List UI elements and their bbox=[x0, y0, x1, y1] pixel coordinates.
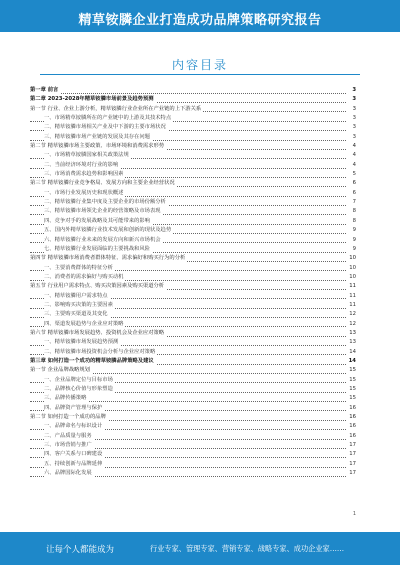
toc-entry[interactable] bbox=[30, 133, 356, 142]
toc-entry[interactable] bbox=[30, 460, 356, 469]
toc-entry[interactable] bbox=[30, 114, 356, 123]
toc-entry-text: 第一章 前言 bbox=[30, 86, 60, 95]
toc-entry-page: 16 bbox=[346, 432, 356, 441]
toc-entry[interactable] bbox=[30, 357, 356, 366]
toc-entry-text: 三、精草铵膦市场产业链的发展及其存在问题 bbox=[44, 133, 152, 142]
toc-entry-page: 16 bbox=[346, 413, 356, 422]
toc-entry-page: 17 bbox=[346, 441, 356, 450]
toc-entry-text: 一、市场行业发展历史和现状概述 bbox=[44, 189, 125, 198]
toc-entry-text: 一、主要消费群体的特征分析 bbox=[44, 264, 115, 273]
toc-entry[interactable] bbox=[30, 226, 356, 235]
toc-entry-page: 17 bbox=[346, 450, 356, 459]
toc-entry[interactable] bbox=[30, 198, 356, 207]
toc-entry-page: 12 bbox=[346, 320, 356, 329]
toc-entry-text: 一、精草铵膦用户需求特点 bbox=[44, 292, 110, 301]
toc-entry-text: 第一节 企业品牌战略规划 bbox=[30, 366, 92, 375]
toc-entry[interactable] bbox=[30, 245, 356, 254]
toc-entry[interactable] bbox=[30, 170, 356, 179]
toc-entry-page: 7 bbox=[346, 198, 356, 207]
toc-entry[interactable] bbox=[30, 264, 356, 273]
toc-entry-text: 二、当前经济环境对行业的影响 bbox=[44, 161, 120, 170]
toc-entry-text: 四、品牌资产管理与保护 bbox=[44, 404, 104, 413]
toc-entry[interactable] bbox=[30, 105, 356, 114]
toc-entry-text: 一、市场精草铵膦国家相关政策法规 bbox=[44, 151, 131, 160]
toc-entry[interactable] bbox=[30, 95, 356, 104]
toc-entry[interactable] bbox=[30, 404, 356, 413]
toc-divider bbox=[40, 74, 360, 75]
toc-entry-text: 三、市场消费需求趋势和影响因素 bbox=[44, 170, 125, 179]
toc-entry-page: 3 bbox=[346, 133, 356, 142]
toc-entry-text: 三、品牌传播策略 bbox=[44, 394, 88, 403]
toc-entry-page: 8 bbox=[346, 207, 356, 216]
toc-entry-page: 3 bbox=[346, 114, 356, 123]
toc-entry[interactable] bbox=[30, 394, 356, 403]
toc-entry[interactable] bbox=[30, 142, 356, 151]
toc-entry[interactable] bbox=[30, 366, 356, 375]
toc-entry-text: 第三节 精草铵膦行业竞争格局、发展方向和主要企业经营状况 bbox=[30, 179, 177, 188]
toc-entry-page: 10 bbox=[346, 254, 356, 263]
toc-entry-text: 五、国内外精草铵膦行业技术发展和创新的现状及趋势 bbox=[44, 226, 173, 235]
toc-entry[interactable] bbox=[30, 338, 356, 347]
toc-entry-text: 五、持续创新与品牌延伸 bbox=[44, 460, 104, 469]
toc-entry-text: 二、精草铵膦市场投资机会分析与企业应对策略 bbox=[44, 348, 157, 357]
toc-entry-text: 第六节 精草铵膦市场发展趋势、投资机会及企业应对策略 bbox=[30, 329, 166, 338]
toc-entry[interactable] bbox=[30, 376, 356, 385]
toc-entry-page: 9 bbox=[346, 236, 356, 245]
toc-entry-page: 14 bbox=[346, 357, 356, 366]
toc-leader-dots bbox=[30, 93, 346, 94]
toc-entry-text: 六、品牌国际化发展 bbox=[44, 469, 94, 478]
toc-entry-page: 3 bbox=[346, 105, 356, 114]
toc-entry-page: 3 bbox=[346, 86, 356, 95]
toc-entry-page: 5 bbox=[346, 170, 356, 179]
toc-entry-text: 第三章 如何打造一个成功的精草铵膦品牌策略及建议 bbox=[30, 357, 156, 366]
toc-entry[interactable] bbox=[30, 413, 356, 422]
toc-entry-page: 16 bbox=[346, 422, 356, 431]
footer-tagline: 行业专家、管理专家、营销专家、战略专家、成功企业家…… bbox=[150, 544, 345, 553]
toc-entry-text: 一、品牌命名与标识设计 bbox=[44, 422, 104, 431]
toc-entry-text: 一、企业品牌定位与目标市场 bbox=[44, 376, 115, 385]
toc-entry[interactable] bbox=[30, 432, 356, 441]
toc-entry[interactable] bbox=[30, 320, 356, 329]
toc-entry-page: 15 bbox=[346, 366, 356, 375]
toc-entry-page: 15 bbox=[346, 385, 356, 394]
toc-entry-text: 第一节 行业、企业上游分析，精草铵膦行业企业所在产业链的上下游关系 bbox=[30, 105, 203, 114]
toc-entry-page: 9 bbox=[346, 226, 356, 235]
toc-entry-text: 四、客户关系与口碑建设 bbox=[44, 450, 104, 459]
toc-entry-text: 三、市场营销与推广 bbox=[44, 441, 94, 450]
toc-entry-text: 二、产品质量与服务 bbox=[44, 432, 94, 441]
toc-entry-page: 11 bbox=[346, 301, 356, 310]
toc-entry[interactable] bbox=[30, 329, 356, 338]
report-title: 精草铵膦企业打造成功品牌策略研究报告 bbox=[78, 13, 322, 28]
toc-entry[interactable] bbox=[30, 292, 356, 301]
toc-entry[interactable] bbox=[30, 151, 356, 160]
toc-entry-page: 17 bbox=[346, 469, 356, 478]
toc-entry[interactable] bbox=[30, 441, 356, 450]
toc-entry-text: 二、精草铵膦行业集中度及主要企业的市场份额分析 bbox=[44, 198, 168, 207]
toc-entry[interactable] bbox=[30, 450, 356, 459]
toc-entry[interactable] bbox=[30, 310, 356, 319]
toc-entry[interactable] bbox=[30, 422, 356, 431]
toc-entry-text: 一、精草铵膦市场发展趋势预测 bbox=[44, 338, 120, 347]
toc-entry-page: 10 bbox=[346, 264, 356, 273]
toc-entry-page: 4 bbox=[346, 151, 356, 160]
toc-entry-page: 8 bbox=[346, 217, 356, 226]
toc-entry-page: 4 bbox=[346, 161, 356, 170]
toc-entry-page: 3 bbox=[346, 123, 356, 132]
toc-entry-text: 二、影响购买决策的主要因素 bbox=[44, 301, 115, 310]
toc-entry[interactable] bbox=[30, 469, 356, 478]
toc-entry-page: 16 bbox=[346, 404, 356, 413]
toc-entry-page: 10 bbox=[346, 273, 356, 282]
toc-entry-page: 13 bbox=[346, 338, 356, 347]
table-of-contents bbox=[30, 86, 356, 478]
footer-slogan: 让每个人都能成为 bbox=[46, 545, 115, 555]
toc-entry[interactable] bbox=[30, 161, 356, 170]
toc-entry-text: 第二节 精草铵膦市场主要政策、市场环境和消费需求形势 bbox=[30, 142, 166, 151]
toc-entry-page: 11 bbox=[346, 282, 356, 291]
toc-heading: 内容目录 bbox=[171, 58, 228, 72]
toc-entry-page: 6 bbox=[346, 179, 356, 188]
toc-entry-text: 第四节 精草铵膦市场消费者群体特征、需求偏好和购买行为的分析 bbox=[30, 254, 187, 263]
toc-entry-page: 11 bbox=[346, 292, 356, 301]
toc-entry-page: 17 bbox=[346, 460, 356, 469]
toc-entry-page: 13 bbox=[346, 329, 356, 338]
toc-entry[interactable] bbox=[30, 207, 356, 216]
toc-entry[interactable] bbox=[30, 217, 356, 226]
toc-entry-page: 15 bbox=[346, 376, 356, 385]
toc-entry-page: 9 bbox=[346, 245, 356, 254]
page-number: 1 bbox=[352, 511, 356, 517]
toc-entry-text: 二、消费者的需求偏好与购买动机 bbox=[44, 273, 125, 282]
toc-entry-page: 14 bbox=[346, 348, 356, 357]
toc-entry-text: 一、市场精草铵膦所在的产业链中的上游及其技术特点 bbox=[44, 114, 173, 123]
footer-bar bbox=[0, 532, 400, 565]
toc-entry-text: 第二章 2023-2028年精草铵膦市场前景及趋势预测 bbox=[30, 95, 156, 104]
toc-entry[interactable] bbox=[30, 236, 356, 245]
toc-entry[interactable] bbox=[30, 123, 356, 132]
toc-entry[interactable] bbox=[30, 86, 356, 95]
toc-entry[interactable] bbox=[30, 189, 356, 198]
toc-entry-text: 三、精草铵膦市场领先企业的经营策略及市场表现 bbox=[44, 207, 163, 216]
toc-entry[interactable] bbox=[30, 282, 356, 291]
toc-entry-page: 6 bbox=[346, 189, 356, 198]
toc-entry[interactable] bbox=[30, 179, 356, 188]
toc-entry-text: 二、品牌核心价值与形象塑造 bbox=[44, 385, 115, 394]
toc-entry-text: 三、主要购买渠道及其变化 bbox=[44, 310, 110, 319]
toc-entry[interactable] bbox=[30, 385, 356, 394]
toc-entry[interactable] bbox=[30, 301, 356, 310]
toc-entry-page: 15 bbox=[346, 394, 356, 403]
toc-entry-text: 七、精草铵膦行业发展面临的主要挑战和风险 bbox=[44, 245, 152, 254]
header-bar bbox=[0, 0, 400, 32]
toc-entry-text: 四、竞争对手的发展战略及其可能带来的影响 bbox=[44, 217, 152, 226]
toc-entry-text: 四、渠道发展趋势与企业应对策略 bbox=[44, 320, 125, 329]
toc-entry-text: 六、精草铵膦行业未来的发展方向和新兴市场机会 bbox=[44, 236, 163, 245]
toc-entry[interactable] bbox=[30, 348, 356, 357]
toc-entry-page: 4 bbox=[346, 142, 356, 151]
toc-entry[interactable] bbox=[30, 273, 356, 282]
toc-entry-page: 12 bbox=[346, 310, 356, 319]
toc-entry-page: 3 bbox=[346, 95, 356, 104]
toc-entry-text: 第五节 行业用户需求特点、购买决策因素及购买渠道分析 bbox=[30, 282, 166, 291]
toc-entry[interactable] bbox=[30, 254, 356, 263]
toc-entry-text: 第二节 如何打造一个成功的品牌 bbox=[30, 413, 108, 422]
toc-entry-text: 二、精草铵膦市场相关产业及中下游的主要市场状况 bbox=[44, 123, 168, 132]
